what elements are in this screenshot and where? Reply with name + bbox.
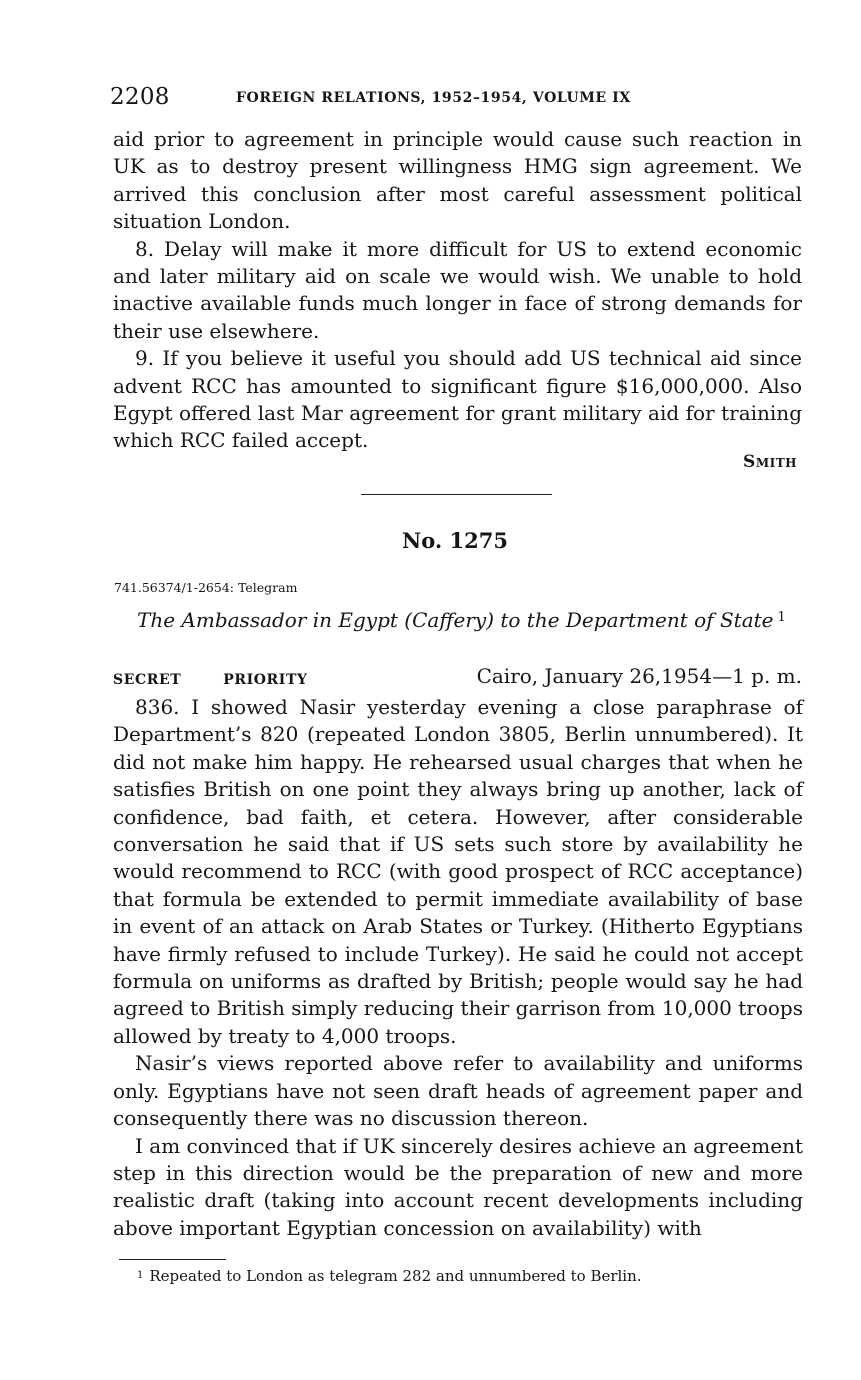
precedence: PRIORITY: [223, 672, 308, 688]
telegram-text: [113, 694, 803, 1242]
footnote-marker: 1: [137, 1270, 144, 1281]
footnote: [137, 1267, 642, 1285]
page-header: [110, 84, 800, 116]
dateline: [477, 664, 802, 688]
document-title-text: The Ambassador in Egypt (Caffery) to the Department of State: [137, 608, 774, 632]
continued-text: [113, 126, 802, 455]
dateline-text: Cairo, January 26,1954—1 p. m.: [476, 664, 802, 688]
footnote-reference: 1: [777, 610, 786, 625]
telegram-paragraph-1: 836. I showed Nasir yesterday evening a close paraphrase of Department’s 820 (repeated London 3805, Berlin unnumbered). It did not make him happy. He rehearsed usual charges that when he satisfies British on one point they always bring up another, lack of confidence, bad faith, et cetera. However, after considerable conversation he said that if US sets such store by availability he would recommend to RCC (with good prospect of RCC acceptance) that formula be extended to permit immediate availability of base in event of an attack on Arab States or Turkey. (Hitherto Egyptians have firmly refused to include Turkey). He said he could not accept formula on uniforms as drafted by British; people would say he had agreed to British simply reducing their garrison from 10,000 troops allowed by treaty to 4,000 troops.: [113, 695, 803, 1048]
telegram-paragraph-3: I am convinced that if UK sincerely desires achieve an agreement step in this direction would be the preparation of new and more realistic draft (taking into account recent developments including above important Egyptian concession on availability) with: [113, 1133, 803, 1240]
document-number: No. 1275: [402, 528, 508, 553]
signature: [600, 452, 797, 472]
paragraph-8: 8. Delay will make it more difficult for US to extend economic and later military aid on scale we would wish. We unable to hold inactive available funds much longer in face of strong demands for their use elsewhere.: [113, 236, 802, 343]
section-divider: [361, 494, 552, 495]
continued-paragraph: aid prior to agreement in principle would cause such reaction in UK as to destroy present willingness HMG sign agreement. We arrived this conclusion after most careful assessment political situation London.: [113, 127, 802, 234]
classification: SECRET: [113, 672, 182, 688]
document-title: [137, 608, 786, 632]
signature-name: Smith: [743, 452, 797, 472]
footnote-rule: [119, 1259, 226, 1260]
running-head: FOREIGN RELATIONS, 1952–1954, VOLUME IX: [236, 90, 631, 106]
footnote-text: Repeated to London as telegram 282 and unnumbered to Berlin.: [149, 1267, 642, 1285]
classification-line: [113, 672, 308, 688]
telegram-paragraph-2: Nasir’s views reported above refer to availability and uniforms only. Egyptians have not seen draft heads of agreement paper and consequently there was no discussion thereon.: [113, 1051, 803, 1131]
page-number: 2208: [110, 84, 170, 110]
file-reference: 741.56374/1-2654: Telegram: [114, 580, 298, 595]
paragraph-9: 9. If you believe it useful you should add US technical aid since advent RCC has amounted to significant figure $16,000,000. Also Egypt offered last Mar agreement for grant military aid for training which RCC failed accept.: [113, 346, 802, 453]
